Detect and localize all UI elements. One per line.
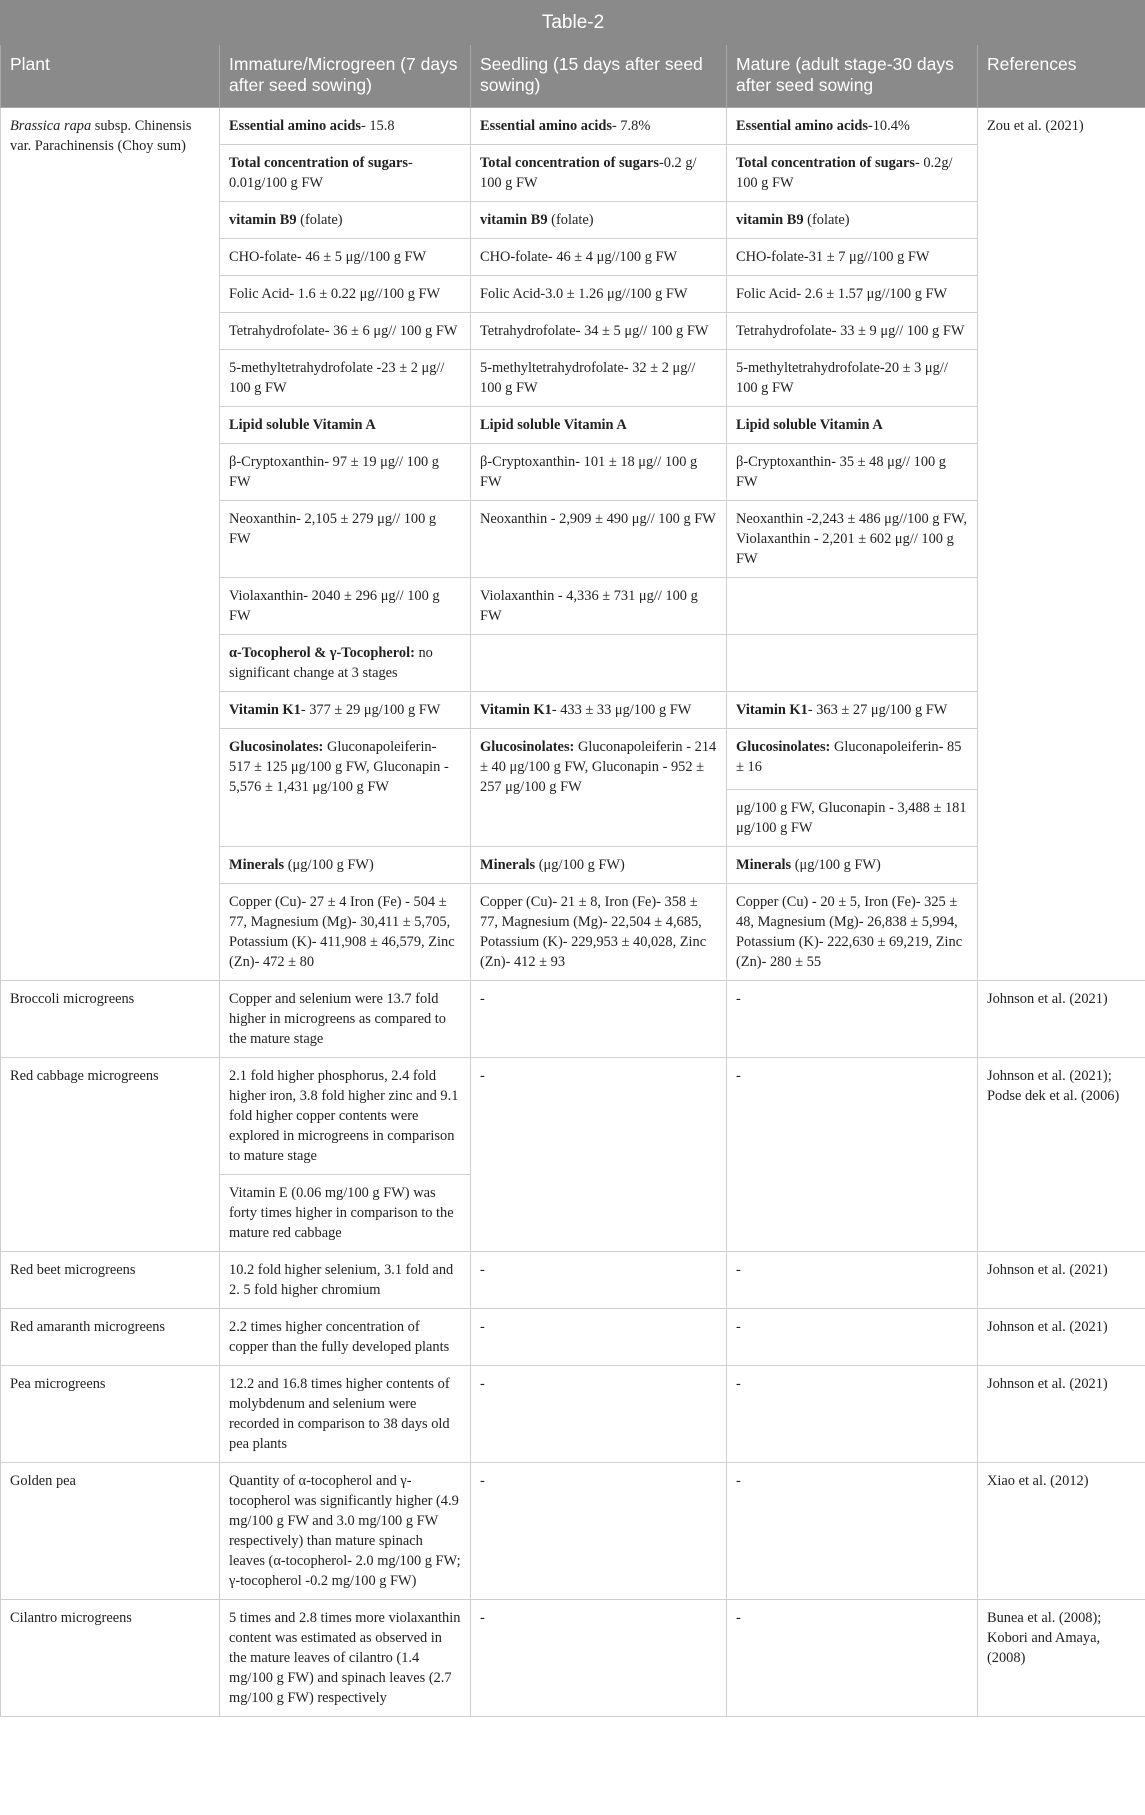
cell-text: - — [480, 1610, 485, 1626]
microgreen-cell — [220, 1309, 471, 1366]
seedling-cell — [471, 692, 727, 729]
cell-text: 2.2 times higher concentration of copper than the fully developed plants — [229, 1319, 450, 1355]
cell-text: - — [736, 1262, 741, 1278]
microgreen-cell — [220, 313, 471, 350]
microgreen-cell — [220, 1175, 471, 1252]
plant-cell — [1, 1252, 220, 1309]
bold-label: Glucosinolates: — [229, 739, 324, 755]
cell-text: Cilantro microgreens — [10, 1610, 132, 1626]
cell-text: Gluconapoleiferin - 214 ± 40 μg/100 g FW, Gluconapin - 952 ± 257 μg/100 g FW — [480, 739, 717, 795]
cell-text: -0.2 g/ 100 g FW — [480, 155, 697, 191]
microgreen-cell — [220, 239, 471, 276]
cell-text: 5-methyltetrahydrofolate -23 ± 2 μg// 100 g FW — [229, 360, 445, 396]
bold-label: vitamin B9 — [229, 212, 297, 228]
cell-text: Johnson et al. (2021) — [987, 1376, 1108, 1392]
cell-text: Quantity of α-tocopherol and γ-tocopherol was significantly higher (4.9 mg/100 g FW and 3.0 mg/100 g FW respectively) than mature spinach leaves (α-tocopherol- 2.0 mg/100 g FW; γ-tocopherol -0.2 mg/100 g FW) — [229, 1473, 461, 1589]
cell-text: - 7.8% — [611, 118, 651, 134]
table-row — [1, 1058, 1145, 1175]
seedling-cell — [471, 202, 727, 239]
cell-text: subsp. Chinensis var. Parachinensis (Choy sum) — [10, 118, 192, 154]
table-row — [1, 1366, 1145, 1463]
cell-text: Golden pea — [10, 1473, 76, 1489]
cell-text: 10.2 fold higher selenium, 3.1 fold and 2. 5 fold higher chromium — [229, 1262, 454, 1298]
bold-label: vitamin B9 — [736, 212, 804, 228]
bold-label: Minerals — [480, 857, 536, 873]
cell-text: Neoxanthin- 2,105 ± 279 μg// 100 g FW — [229, 511, 437, 547]
cell-text: β-Cryptoxanthin- 97 ± 19 μg// 100 g FW — [229, 454, 439, 490]
mature-cell — [727, 981, 978, 1058]
cell-text: Tetrahydrofolate- 33 ± 9 μg// 100 g FW — [736, 323, 965, 339]
cell-text: Johnson et al. (2021) — [987, 991, 1108, 1007]
cell-text: - — [480, 1068, 485, 1084]
seedling-cell — [471, 444, 727, 501]
plant-cell — [1, 1366, 220, 1463]
microgreen-cell — [220, 635, 471, 692]
mature-cell — [727, 145, 978, 202]
cell-text: 12.2 and 16.8 times higher contents of molybdenum and selenium were recorded in comparison to 38 days old pea plants — [229, 1376, 450, 1452]
mature-cell — [727, 790, 978, 847]
cell-text: CHO-folate- 46 ± 4 μg//100 g FW — [480, 249, 678, 265]
seedling-cell — [471, 1463, 727, 1600]
cell-text: Folic Acid- 1.6 ± 0.22 μg//100 g FW — [229, 286, 441, 302]
plant-cell — [1, 108, 220, 981]
cell-text: Gluconapoleiferin- 85 ± 16 — [736, 739, 962, 775]
cell-text: - 0.01g/100 g FW — [229, 155, 413, 191]
mature-cell — [727, 444, 978, 501]
cell-text: Xiao et al. (2012) — [987, 1473, 1089, 1489]
cell-text: - — [736, 1319, 741, 1335]
cell-text: CHO-folate-31 ± 7 μg//100 g FW — [736, 249, 930, 265]
cell-text: Copper (Cu)- 27 ± 4 Iron (Fe) - 504 ± 77, Magnesium (Mg)- 30,411 ± 5,705, Potassium (K)- 411,908 ± 46,579, Zinc (Zn)- 472 ± 80 — [229, 894, 455, 970]
microgreen-cell — [220, 884, 471, 981]
mature-cell — [727, 239, 978, 276]
header-microgreen: Immature/Microgreen (7 days after seed sowing) — [220, 45, 471, 108]
seedling-cell — [471, 501, 727, 578]
reference-cell — [978, 981, 1145, 1058]
bold-label: Lipid soluble Vitamin A — [480, 417, 627, 433]
microgreen-cell — [220, 202, 471, 239]
cell-text: Johnson et al. (2021) — [987, 1319, 1108, 1335]
cell-text: (folate) — [547, 212, 594, 228]
bold-label: Vitamin K1 — [736, 702, 808, 718]
mature-cell — [727, 313, 978, 350]
microgreen-cell — [220, 501, 471, 578]
microgreen-cell — [220, 444, 471, 501]
cell-text: Zou et al. (2021) — [987, 118, 1084, 134]
reference-cell — [978, 1600, 1145, 1717]
cell-text: - — [736, 991, 741, 1007]
cell-text: Folic Acid-3.0 ± 1.26 μg//100 g FW — [480, 286, 688, 302]
cell-text: Tetrahydrofolate- 34 ± 5 μg// 100 g FW — [480, 323, 709, 339]
cell-text: CHO-folate- 46 ± 5 μg//100 g FW — [229, 249, 427, 265]
header-mature: Mature (adult stage-30 days after seed sowing — [727, 45, 978, 108]
cell-text: (folate) — [803, 212, 850, 228]
cell-text: Violaxanthin - 4,336 ± 731 μg// 100 g FW — [480, 588, 698, 624]
mature-cell — [727, 1058, 978, 1252]
mature-cell — [727, 407, 978, 444]
mature-cell — [727, 635, 978, 692]
bold-label: vitamin B9 — [480, 212, 548, 228]
cell-text: Folic Acid- 2.6 ± 1.57 μg//100 g FW — [736, 286, 948, 302]
cell-text: (folate) — [296, 212, 343, 228]
cell-text: Johnson et al. (2021); Podse dek et al. (2006) — [987, 1068, 1120, 1104]
seedling-cell — [471, 239, 727, 276]
mature-cell — [727, 884, 978, 981]
table-row — [1, 1252, 1145, 1309]
microgreen-cell — [220, 1252, 471, 1309]
microgreen-cell — [220, 1058, 471, 1175]
bold-label: α-Tocopherol & γ-Tocopherol: — [229, 645, 415, 661]
seedling-cell — [471, 1600, 727, 1717]
table-header-row — [1, 45, 1145, 108]
cell-text: Red cabbage microgreens — [10, 1068, 159, 1084]
plant-cell — [1, 1463, 220, 1600]
cell-text: Tetrahydrofolate- 36 ± 6 μg// 100 g FW — [229, 323, 458, 339]
cell-text: 5-methyltetrahydrofolate-20 ± 3 μg// 100 g FW — [736, 360, 948, 396]
header-references: References — [978, 45, 1145, 108]
plant-cell — [1, 1600, 220, 1717]
cell-text: Red beet microgreens — [10, 1262, 136, 1278]
mature-cell — [727, 729, 978, 790]
seedling-cell — [471, 350, 727, 407]
mature-cell — [727, 847, 978, 884]
table-title: Table-2 — [1, 1, 1145, 45]
cell-text: - 433 ± 33 μg/100 g FW — [551, 702, 692, 718]
table-row — [1, 1600, 1145, 1717]
cell-text: - — [480, 1319, 485, 1335]
cell-text: Neoxanthin - 2,909 ± 490 μg// 100 g FW — [480, 511, 716, 527]
seedling-cell — [471, 1252, 727, 1309]
cell-text: Vitamin E (0.06 mg/100 g FW) was forty times higher in comparison to the mature red cabbage — [229, 1185, 454, 1241]
reference-cell — [978, 1058, 1145, 1252]
bold-label: Glucosinolates: — [480, 739, 575, 755]
seedling-cell — [471, 276, 727, 313]
seedling-cell — [471, 1058, 727, 1252]
cell-text: - — [736, 1473, 741, 1489]
cell-text: - — [480, 1376, 485, 1392]
seedling-cell — [471, 145, 727, 202]
mature-cell — [727, 578, 978, 635]
italic-text: Brassica rapa — [10, 118, 92, 134]
bold-label: Total concentration of sugars — [480, 155, 659, 171]
seedling-cell — [471, 847, 727, 884]
cell-text: Bunea et al. (2008); Kobori and Amaya, (2008) — [987, 1610, 1102, 1666]
cell-text: β-Cryptoxanthin- 35 ± 48 μg// 100 g FW — [736, 454, 946, 490]
mature-cell — [727, 1463, 978, 1600]
cell-text: - — [736, 1376, 741, 1392]
plant-cell — [1, 981, 220, 1058]
mature-cell — [727, 501, 978, 578]
mature-cell — [727, 276, 978, 313]
cell-text: - 15.8 — [360, 118, 395, 134]
reference-cell — [978, 1252, 1145, 1309]
reference-cell — [978, 1309, 1145, 1366]
seedling-cell — [471, 729, 727, 847]
bold-label: Essential amino acids — [480, 118, 612, 134]
table-row — [1, 981, 1145, 1058]
bold-label: Total concentration of sugars — [736, 155, 915, 171]
reference-cell — [978, 1366, 1145, 1463]
plant-cell — [1, 1058, 220, 1252]
cell-text: (μg/100 g FW) — [284, 857, 374, 873]
cell-text: Pea microgreens — [10, 1376, 106, 1392]
seedling-cell — [471, 108, 727, 145]
mature-cell — [727, 108, 978, 145]
mature-cell — [727, 1309, 978, 1366]
bold-label: Lipid soluble Vitamin A — [736, 417, 883, 433]
cell-text: - — [480, 1262, 485, 1278]
seedling-cell — [471, 884, 727, 981]
cell-text: - — [480, 991, 485, 1007]
bold-label: Glucosinolates: — [736, 739, 831, 755]
cell-text: - 363 ± 27 μg/100 g FW — [807, 702, 948, 718]
seedling-cell — [471, 981, 727, 1058]
microgreen-cell — [220, 981, 471, 1058]
bold-label: Essential amino acids — [736, 118, 868, 134]
cell-text: Violaxanthin- 2040 ± 296 μg// 100 g FW — [229, 588, 440, 624]
microgreen-cell — [220, 145, 471, 202]
microgreen-cell — [220, 729, 471, 847]
cell-text: 5-methyltetrahydrofolate- 32 ± 2 μg// 100 g FW — [480, 360, 696, 396]
cell-text: - — [480, 1473, 485, 1489]
cell-text: - — [736, 1068, 741, 1084]
mature-cell — [727, 1252, 978, 1309]
cell-text: no significant change at 3 stages — [229, 645, 433, 681]
mature-cell — [727, 350, 978, 407]
plant-cell — [1, 1309, 220, 1366]
mature-cell — [727, 202, 978, 239]
header-plant: Plant — [1, 45, 220, 108]
bold-label: Essential amino acids — [229, 118, 361, 134]
reference-cell — [978, 1463, 1145, 1600]
seedling-cell — [471, 1366, 727, 1463]
bold-label: Total concentration of sugars — [229, 155, 408, 171]
cell-text: (μg/100 g FW) — [791, 857, 881, 873]
mature-cell — [727, 1366, 978, 1463]
cell-text: Broccoli microgreens — [10, 991, 135, 1007]
bold-label: Minerals — [229, 857, 285, 873]
cell-text: μg/100 g FW, Gluconapin - 3,488 ± 181 μg/100 g FW — [736, 800, 967, 836]
cell-text: Gluconapoleiferin- 517 ± 125 μg/100 g FW, Gluconapin - 5,576 ± 1,431 μg/100 g FW — [229, 739, 449, 795]
microgreen-cell — [220, 1366, 471, 1463]
bold-label: Minerals — [736, 857, 792, 873]
cell-text: Red amaranth microgreens — [10, 1319, 166, 1335]
seedling-cell — [471, 635, 727, 692]
microgreen-cell — [220, 1463, 471, 1600]
mature-cell — [727, 1600, 978, 1717]
reference-cell — [978, 108, 1145, 981]
cell-text: Copper (Cu) - 20 ± 5, Iron (Fe)- 325 ± 48, Magnesium (Mg)- 26,838 ± 5,994, Potassium (K)- 222,630 ± 69,219, Zinc (Zn)- 280 ± 55 — [736, 894, 963, 970]
cell-text: Neoxanthin -2,243 ± 486 μg//100 g FW, Violaxanthin - 2,201 ± 602 μg// 100 g FW — [736, 511, 967, 567]
cell-text: 5 times and 2.8 times more violaxanthin content was estimated as observed in the mature leaves of cilantro (1.4 mg/100 g FW) and spinach leaves (2.7 mg/100 g FW) respectively — [229, 1610, 461, 1706]
cell-text: - 0.2g/ 100 g FW — [736, 155, 953, 191]
cell-text: - — [736, 1610, 741, 1626]
seedling-cell — [471, 407, 727, 444]
microgreen-cell — [220, 350, 471, 407]
cell-text: β-Cryptoxanthin- 101 ± 18 μg// 100 g FW — [480, 454, 698, 490]
cell-text: Johnson et al. (2021) — [987, 1262, 1108, 1278]
table-title-row — [1, 1, 1145, 45]
cell-text: Copper (Cu)- 21 ± 8, Iron (Fe)- 358 ± 77, Magnesium (Mg)- 22,504 ± 4,685, Potassium (K)- 229,953 ± 40,028, Zinc (Zn)- 412 ± 93 — [480, 894, 707, 970]
microgreen-cell — [220, 578, 471, 635]
table-body — [1, 108, 1145, 1717]
microgreen-cell — [220, 1600, 471, 1717]
header-seedling: Seedling (15 days after seed sowing) — [471, 45, 727, 108]
bold-label: Lipid soluble Vitamin A — [229, 417, 376, 433]
table-row — [1, 1463, 1145, 1600]
bold-label: Vitamin K1 — [229, 702, 301, 718]
seedling-cell — [471, 1309, 727, 1366]
microgreen-cell — [220, 276, 471, 313]
seedling-cell — [471, 578, 727, 635]
microgreen-cell — [220, 692, 471, 729]
table-row — [1, 1309, 1145, 1366]
cell-text: 2.1 fold higher phosphorus, 2.4 fold higher iron, 3.8 fold higher zinc and 9.1 fold higher copper contents were explored in microgreens in comparison to mature stage — [229, 1068, 459, 1164]
microgreen-cell — [220, 407, 471, 444]
microgreen-cell — [220, 108, 471, 145]
seedling-cell — [471, 313, 727, 350]
microgreen-cell — [220, 847, 471, 884]
bold-label: Vitamin K1 — [480, 702, 552, 718]
table-row — [1, 108, 1145, 145]
cell-text: Copper and selenium were 13.7 fold higher in microgreens as compared to the mature stage — [229, 991, 446, 1047]
mature-cell — [727, 692, 978, 729]
cell-text: - 377 ± 29 μg/100 g FW — [300, 702, 441, 718]
cell-text: -10.4% — [867, 118, 910, 134]
cell-text: (μg/100 g FW) — [535, 857, 625, 873]
